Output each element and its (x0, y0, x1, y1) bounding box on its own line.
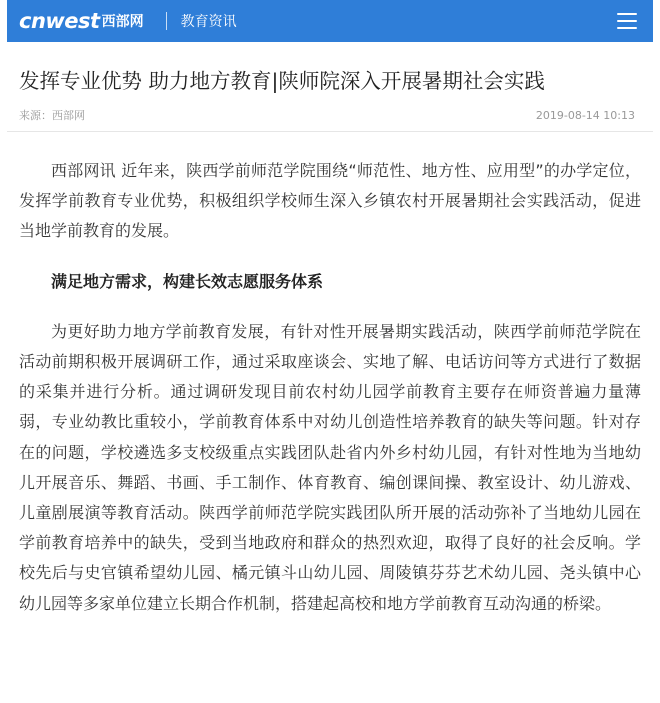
cnwest-logo[interactable] (19, 0, 144, 42)
article-subheading: 满足地方需求，构建长效志愿服务体系 (51, 271, 324, 291)
article-datetime: 2019-08-14 10:13 (535, 109, 635, 122)
article-source (19, 108, 85, 124)
menu-line (617, 13, 637, 15)
hamburger-menu-icon[interactable] (617, 13, 637, 29)
article-title: 发挥专业优势 助力地方教育|陕师院深入开展暑期社会实践 (19, 69, 545, 93)
menu-line (617, 27, 637, 29)
article-meta (19, 108, 635, 124)
title-divider (7, 131, 653, 132)
top-navigation-bar (7, 0, 653, 42)
source-name[interactable]: 西部网 (52, 109, 85, 122)
article-paragraph: 西部网讯 近年来，陕西学前师范学院围绕“师范性、地方性、应用型”的办学定位，发挥学前教育专业优势，积极组织学校师生深入乡镇农村开展暑期社会实践活动，促进当地学前教育的发展。 (19, 161, 641, 241)
source-label: 来源： (19, 109, 52, 122)
article-body (19, 156, 641, 619)
menu-line (617, 20, 637, 22)
article-paragraph: 为更好助力地方学前教育发展，有针对性开展暑期实践活动，陕西学前师范学院在活动前期积极开展调研工作，通过采取座谈会、实地了解、电话访问等方式进行了数据的采集并进行分析。通过调研发现目前农村幼儿园学前教育主要存在师资普遍力量薄弱，专业幼教比重较小，学前教育体系中对幼儿创造性培养教育的缺失等问题。针对存在的问题，学校遴选多支校级重点实践团队赴省内外乡村幼儿园，有针对性地为当地幼儿开展音乐、舞蹈、书画、手工制作、体育教育、编创课间操、教室设计、幼儿游戏、儿童剧展演等教育活动。陕西学前师范学院实践团队所开展的活动弥补了当地幼儿园在学前教育培养中的缺失，受到当地政府和群众的热烈欢迎，取得了良好的社会反响。学校先后与史官镇希望幼儿园、橘元镇斗山幼儿园、周陵镇芬芬艺术幼儿园、尧头镇中心幼儿园等多家单位建立长期合作机制，搭建起高校和地方学前教育互动沟通的桥梁。 (19, 321, 641, 613)
logo-wordmark: cnwest (19, 9, 100, 33)
logo-chinese-name: 西部网 (101, 14, 144, 30)
section-title[interactable]: 教育资讯 (180, 14, 237, 30)
header-divider (166, 12, 167, 30)
